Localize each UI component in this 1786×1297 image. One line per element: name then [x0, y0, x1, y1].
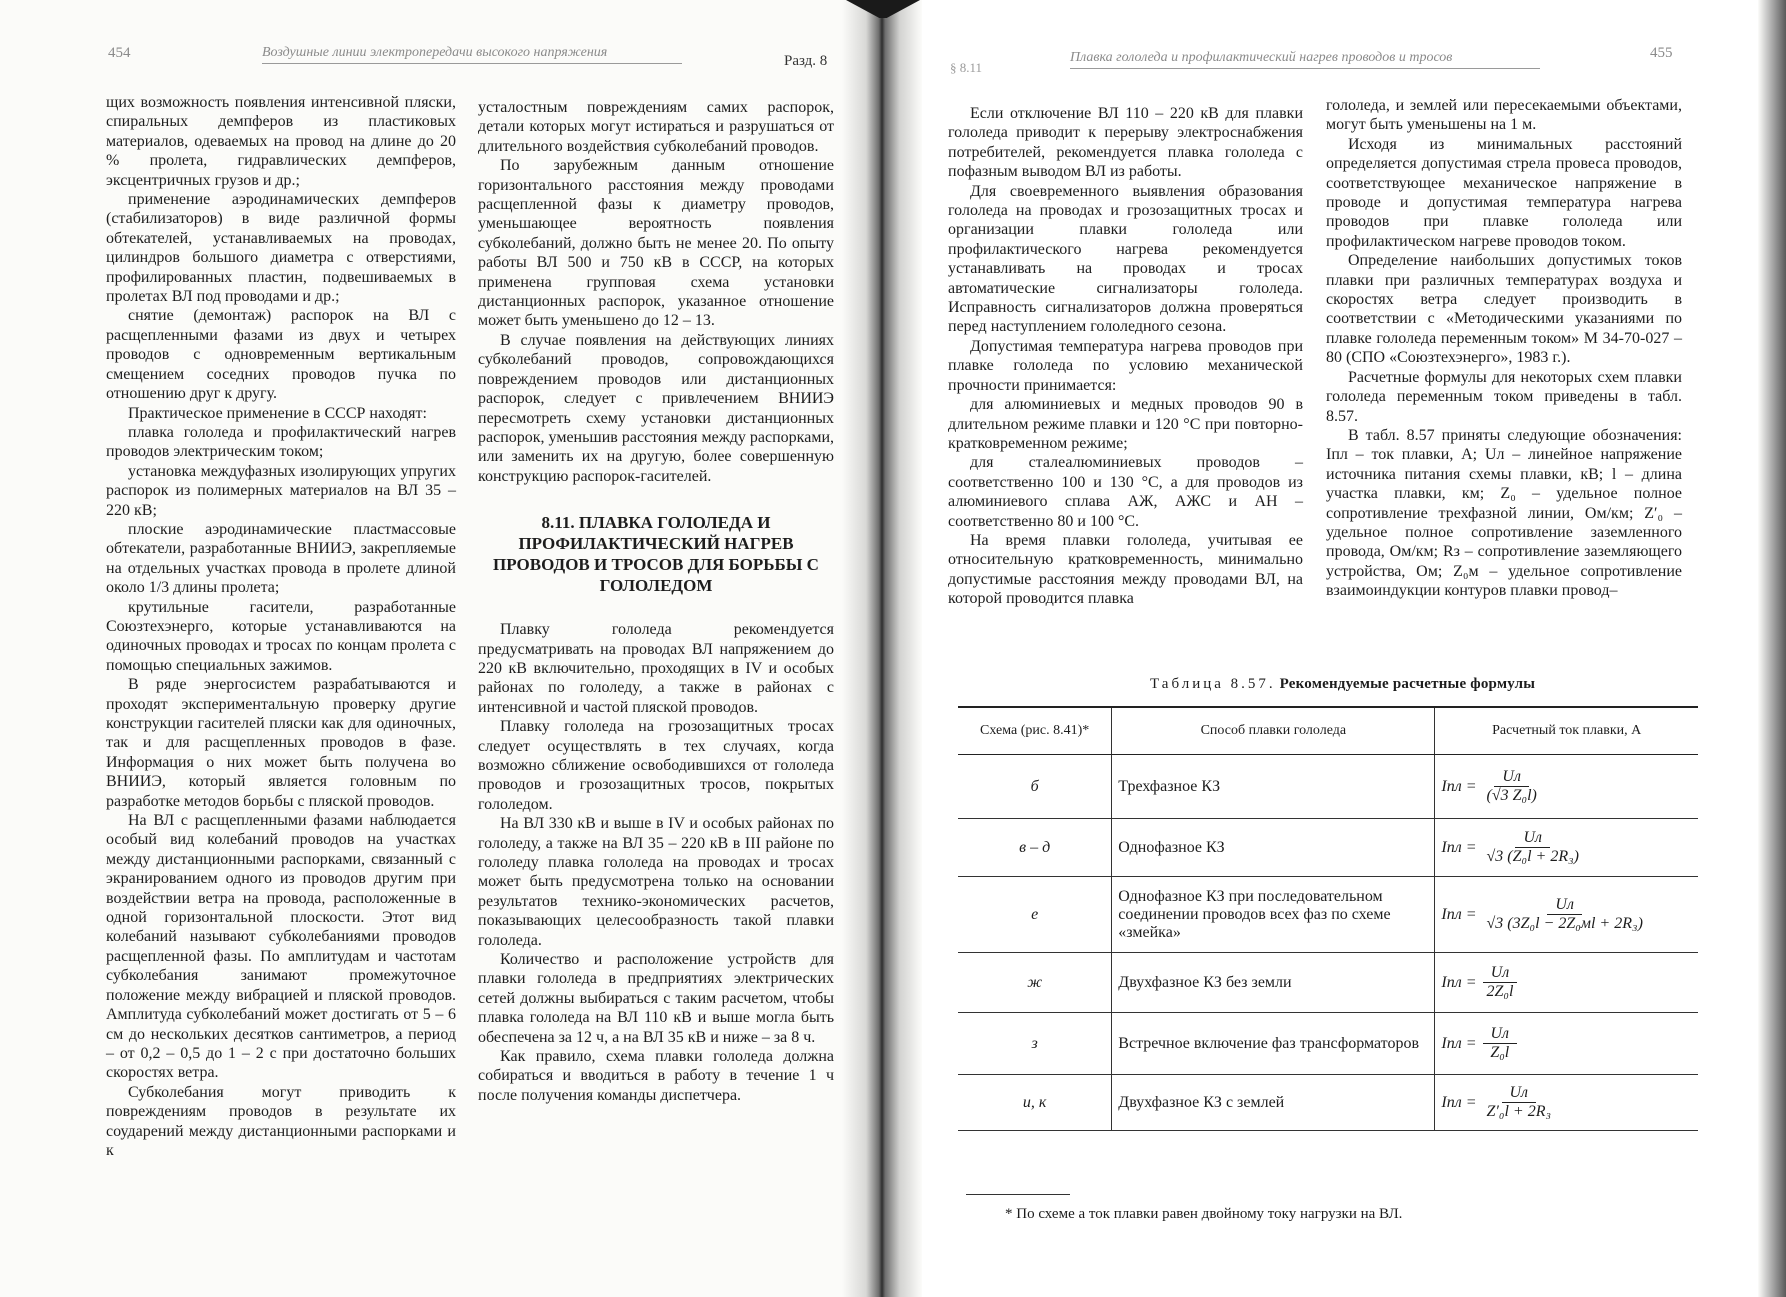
paragraph: Количество и расположение устройств для плавки гололеда в предприятиях электрических сетей должны выбираться с таким расчетом, чтобы плавка гололеда на ВЛ 110 кВ и выше могла быть обеспечена за 12 ч, а на ВЛ 35 кВ и ниже – за 8 ч. [478, 951, 834, 1046]
table-row [958, 755, 1698, 819]
formula-fraction [1483, 1025, 1518, 1062]
paragraph: усталостным повреждениям самих распорок, детали которых могут истираться и разрушаться от длительного воздействия субколебаний проводов. [478, 99, 834, 155]
table-header-row [958, 707, 1698, 755]
paragraph: Расчетные формулы для некоторых схем плавки гололеда переменным током приведены в табл. 8.57. [1326, 368, 1682, 425]
paragraph: Исходя из минимальных расстояний определяется допустимая стрела провеса проводов, соответствующее механическое напряжение в проводе и допустимая температура нагрева проводов при плавке гололеда или профилактическом нагреве проводов током. [1326, 135, 1682, 250]
running-head: Воздушные линии электропередачи высокого напряжения [262, 45, 682, 64]
table-header-current: Расчетный ток плавки, А [1435, 707, 1698, 755]
paragraph: Если отключение ВЛ 110 – 220 кВ для плавки гололеда приводит к перерыву электроснабжения потребителей, рекомендуется плавка гололеда с пофазным выводом ВЛ из работы. [948, 105, 1303, 181]
formula-fraction [1483, 964, 1518, 1001]
table-row [958, 1075, 1698, 1131]
paragraph: В табл. 8.57 приняты следующие обозначения: Iпл – ток плавки, А; Uл – линейное напряжение источника питания схемы плавки, кВ; l – длина участка плавки, км; Z₀ – удельное полное сопротивление трехфазной линии, Ом/км; Z′₀ – удельное полное сопротивление заземленного провода, Ом/км; Rз – сопротивление заземляющего устройства, Ом; Z₀м – удельное сопротивление взаимоиндукции контуров плавки провод– [1326, 426, 1682, 600]
right-column-2 [1326, 96, 1682, 601]
paragraph: Плавку гололеда на грозозащитных тросах следует осуществлять в тех случаях, когда возможно сближение освободившихся от гололеда проводов и грозозащитных тросов, покрытых гололедом. [478, 718, 834, 813]
paragraph: Определение наибольших допустимых токов плавки при различных температурах воздуха и скоростях ветра следует производить в соответствии с «Методическими указаниями по плавке гололеда переменным током» М 34-70-027 – 80 (СПО «Союзтехэнерго», 1983 г.). [1326, 252, 1682, 367]
formula-fraction [1483, 829, 1583, 866]
section-heading: 8.11. ПЛАВКА ГОЛОЛЕДА И ПРОФИЛАКТИЧЕСКИЙ НАГРЕВ ПРОВОДОВ И ТРОСОВ ДЛЯ БОРЬБЫ С ГОЛОЛЕДОМ [493, 513, 819, 596]
formula-numerator: Uл [1502, 1084, 1537, 1103]
table-header-method: Способ плавки гололеда [1112, 707, 1435, 755]
table-caption [1150, 676, 1535, 693]
table-row [958, 953, 1698, 1013]
paragraph: для сталеалюминиевых проводов – соответственно 100 и 130 °C, а для проводов из алюминиевого сплава АЖ, АЖС и АН – соответственно 80 и 100 °C. [948, 454, 1303, 530]
paragraph: В случае появления на действующих линиях субколебаний проводов, сопровождающихся повреждением проводов или дистанционных распорок, следует с привлечением ВНИИЭ пересмотреть схему установки дистанционных распорок, уменьшив расстояния между распорками, или заменить их на другую, более совершенную конструкцию распорок-гасителей. [478, 331, 834, 485]
formula-table [958, 706, 1698, 1131]
table-caption-prefix: Таблица 8.57. [1150, 676, 1276, 692]
paragraph: снятие (демонтаж) распорок на ВЛ с расщепленными фазами из двух и четырех проводов с одновременным вертикальным смещением соседних проводов пучка по отношению друг к другу. [106, 307, 456, 403]
method-cell: Однофазное КЗ при последовательном соединении проводов всех фаз по схеме «змейка» [1112, 877, 1435, 953]
formula-lhs: Iпл = [1441, 905, 1477, 923]
formula-denominator: √3 (Z₀l + 2R₃) [1486, 848, 1579, 865]
paragraph: Плавку гололеда рекомендуется предусматривать на проводах ВЛ напряжением до 220 кВ включительно, проходящих в IV и особых районах по гололеду, а также в районах с интенсивной и частой пляской проводов. [478, 621, 834, 716]
paragraph: применение аэродинамических демпферов (стабилизаторов) в виде различной формы обтекателей, устанавливаемых на проводах, цилиндров большого диаметра с отверстиями, профилированных пластин, подвешиваемых в пролетах ВЛ под проводами и др.; [106, 191, 456, 306]
page-number: 455 [1650, 45, 1673, 61]
formula-numerator: Uл [1483, 964, 1518, 983]
formula-lhs: Iпл = [1441, 1093, 1477, 1111]
left-column-2 [478, 98, 834, 1105]
formula-numerator: Uл [1483, 1025, 1518, 1044]
formula-cell [1435, 819, 1698, 877]
formula-denominator: Z′₀l + 2R₃ [1486, 1103, 1552, 1120]
paragraph: установка междуфазных изолирующих упругих распорок из полимерных материалов на ВЛ 35 – 220 кВ; [106, 462, 456, 519]
method-cell: Однофазное КЗ [1112, 819, 1435, 877]
paragraph: Субколебания могут приводить к повреждениям проводов в результате их соударений между дистанционными распорками и к [106, 1083, 456, 1159]
scheme-cell: ж [958, 953, 1112, 1013]
paragraph: В ряде энергосистем разрабатываются и проходят экспериментальную проверку другие конструкции гасителей пляски как для одиночных, так и для расщепленных проводов в фазе. Информация о них может быть получена во ВНИИЭ, который является головным по разработке методов борьбы с пляской проводов. [106, 676, 456, 810]
formula-denominator: √3 (3Z₀l − 2Z₀мl + 2R₃) [1486, 915, 1643, 932]
paragraph: для алюминиевых и медных проводов 90 в длительном режиме плавки и 120 °C при повторно-кратковременном режиме; [948, 396, 1303, 452]
paragraph: Допустимая температура нагрева проводов при плавке гололеда по условию механической прочности принимается: [948, 337, 1303, 394]
page-number: 454 [108, 45, 131, 61]
formula [1441, 829, 1583, 866]
table-row [958, 877, 1698, 953]
formula-numerator: Uл [1515, 829, 1550, 848]
paragraph: По зарубежным данным отношение горизонтального расстояния между проводами расщепленной фазы к диаметру проводов, уменьшающее вероятность появления субколебаний, должно быть не менее 20. По опыту работы ВЛ 500 и 750 кВ в СССР, на которых применена групповая схема установки дистанционных распорок, указанное отношение может быть уменьшено до 12 – 13. [478, 157, 834, 330]
paragraph: На ВЛ 330 кВ и выше в IV и особых районах по гололеду, а также на ВЛ 35 – 220 кВ в III районе по гололеду плавка гололеда на проводах и тросах может быть предусмотрена только на основании результатов технико-экономических расчетов, показывающих целесообразность такой плавки гололеда. [478, 815, 834, 949]
right-column-1 [948, 104, 1303, 609]
formula-fraction [1483, 896, 1647, 933]
table-header-scheme: Схема (рис. 8.41)* [958, 707, 1112, 755]
paragraph: гололеда, и землей или пересекаемыми объектами, могут быть уменьшены на 1 м. [1326, 97, 1682, 134]
formula [1441, 1025, 1517, 1062]
formula-fraction [1483, 1084, 1556, 1121]
method-cell: Встречное включение фаз трансформаторов [1112, 1013, 1435, 1075]
table-row [958, 819, 1698, 877]
formula-denominator: Z₀l [1490, 1044, 1510, 1061]
paragraph: На ВЛ с расщепленными фазами наблюдается особый вид колебаний проводов на участках между дистанционными распорками, связанный с экранированием одного из проводов другим при воздействии ветра на провода, расположенные в одной горизонтальной плоскости. Этот вид колебаний называют субколебаниями проводов расщепленной фазы. По амплитудам и частотам субколебания занимают промежуточное положение между вибрацией и пляской проводов. Амплитуда субколебаний может достигать от 5 – 6 см до нескольких десятков сантиметров, а период – от 0,2 – 0,5 до 1 – 2 с при достаточно больших скоростях ветра. [106, 812, 456, 1082]
formula-denominator: 2Z₀l [1486, 983, 1514, 1000]
formula-cell [1435, 1075, 1698, 1131]
section-label: Разд. 8 [784, 53, 828, 69]
formula-fraction [1483, 768, 1541, 805]
paragraph: На время плавки гололеда, учитывая ее относительную кратковременность, минимально допустимые расстояния между проводами ВЛ, на которой проводится плавка [948, 531, 1303, 608]
scheme-cell: и, к [958, 1075, 1112, 1131]
formula-cell [1435, 877, 1698, 953]
paragraph: щих возможность появления интенсивной пляски, спиральных демпферов из пластиковых материалов, одеваемых на провод на длине до 20 % пролета, гидравлических демпферов, эксцентричных грузов и др.; [106, 94, 456, 189]
scheme-cell: е [958, 877, 1112, 953]
paragraph: плоские аэродинамические пластмассовые обтекатели, разработанные ВНИИЭ, закрепляемые на отдельных участках провода в пролете длиной около 1/3 длины пролета; [106, 520, 456, 597]
book-gutter [842, 0, 922, 1297]
formula-numerator: Uл [1494, 768, 1529, 787]
formula-cell [1435, 953, 1698, 1013]
running-head: Плавка гололеда и профилактический нагрев проводов и тросов [1070, 50, 1540, 69]
method-cell: Двухфазное КЗ с землей [1112, 1075, 1435, 1131]
formula [1441, 896, 1647, 933]
scheme-cell: б [958, 755, 1112, 819]
formula [1441, 768, 1540, 805]
formula-cell [1435, 755, 1698, 819]
left-column-1 [106, 93, 456, 1160]
table-row [958, 1013, 1698, 1075]
paragraph: Практическое применение в СССР находят: [128, 404, 427, 422]
scheme-cell: з [958, 1013, 1112, 1075]
formula-lhs: Iпл = [1441, 838, 1477, 856]
method-cell: Двухфазное КЗ без земли [1112, 953, 1435, 1013]
footnote: * По схеме а ток плавки равен двойному току нагрузки на ВЛ. [1005, 1206, 1403, 1222]
formula-lhs: Iпл = [1441, 973, 1477, 991]
footnote-rule [966, 1194, 1070, 1195]
formula-cell [1435, 1013, 1698, 1075]
paragraph: Как правило, схема плавки гололеда должна собираться и вводиться в работу в течение 1 ч после получения команды диспетчера. [478, 1048, 834, 1104]
formula [1441, 1084, 1555, 1121]
page-edge-shadow [1758, 0, 1786, 1297]
table-caption-title: Рекомендуемые расчетные формулы [1279, 676, 1536, 692]
method-cell: Трехфазное КЗ [1112, 755, 1435, 819]
formula-lhs: Iпл = [1441, 1034, 1477, 1052]
section-label: § 8.11 [950, 60, 983, 75]
formula-denominator: (√3 Z₀l) [1486, 787, 1537, 804]
scheme-cell: в – д [958, 819, 1112, 877]
formula [1441, 964, 1517, 1001]
paragraph: плавка гололеда и профилактический нагрев проводов электрическим током; [106, 423, 456, 461]
formula-lhs: Iпл = [1441, 777, 1477, 795]
left-page [0, 0, 862, 1297]
formula-numerator: Uл [1547, 896, 1582, 915]
paragraph: Для своевременного выявления образования гололеда на проводах и грозозащитных тросах и организации плавки гололеда или профилактического нагрева рекомендуется устанавливать на проводах и тросах автоматические сигнализаторы гололеда. Исправность сигнализаторов должна проверяться перед наступлением гололедного сезона. [948, 182, 1303, 336]
paragraph: крутильные гасители, разработанные Союзтехэнерго, которые устанавливаются на одиночных проводах и тросах по концам пролета с помощью специальных зажимов. [106, 598, 456, 674]
